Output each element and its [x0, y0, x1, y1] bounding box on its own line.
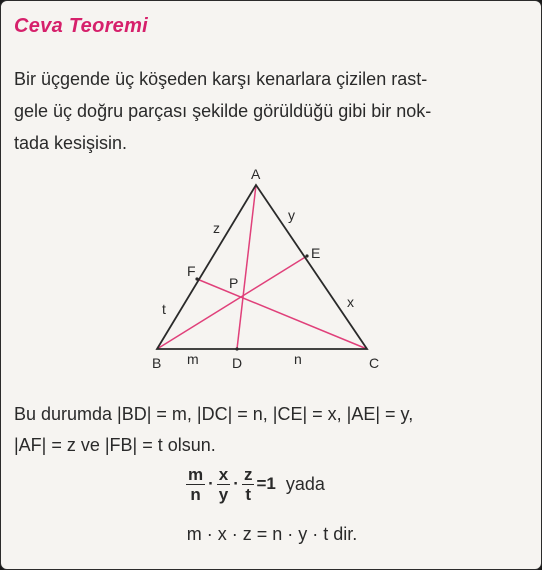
statement-line: |AF| = z ve |FB| = t olsun. — [14, 435, 216, 455]
label-B: B — [152, 355, 162, 371]
cevian-CF — [197, 279, 367, 349]
ceva-formula: $\frac{m}{n}$ · $\frac{x}{y}$ · $\frac{z}{t}$ =1 yada — [188, 464, 325, 504]
label-A: A — [251, 166, 261, 182]
label-n: n — [294, 351, 302, 367]
fraction-x-y: $\frac{x}{y}$ — [218, 464, 229, 504]
vertex-dots — [195, 254, 308, 350]
intro-line: gele üç doğru parçası şekilde görüldüğü gibi bir nok- — [14, 101, 432, 121]
formula-suffix: yada — [285, 473, 325, 494]
intro-line: tada kesişisin. — [14, 133, 128, 153]
label-E: E — [311, 245, 321, 261]
label-F: F — [187, 263, 196, 279]
label-z: z — [213, 220, 220, 236]
label-D: D — [232, 355, 243, 371]
fraction-m-n: $\frac{m}{n}$ — [188, 464, 204, 504]
section-title: Ceva Teoremi — [14, 15, 149, 37]
cevian-BE — [157, 256, 307, 349]
label-t: t — [162, 301, 166, 317]
fraction-z-t: $\frac{z}{t}$ — [243, 464, 253, 504]
statement-paragraph — [14, 399, 413, 461]
product-equation: m · x · z = n · y · t dir. — [186, 524, 358, 544]
statement-line: Bu durumda |BD| = m, |DC| = n, |CE| = x, |AE| = y, — [14, 404, 414, 424]
cevian-AD — [237, 185, 256, 349]
intro-paragraph — [14, 63, 530, 159]
equals-one: =1 — [256, 474, 276, 493]
label-y: y — [288, 207, 295, 223]
intro-line: Bir üçgende üç köşeden karşı kenarlara çizilen rast- — [14, 69, 428, 89]
label-C: C — [369, 355, 380, 371]
label-P: P — [229, 275, 239, 291]
label-x: x — [347, 294, 354, 310]
triangle-figure — [131, 161, 401, 376]
label-m: m — [187, 351, 199, 367]
